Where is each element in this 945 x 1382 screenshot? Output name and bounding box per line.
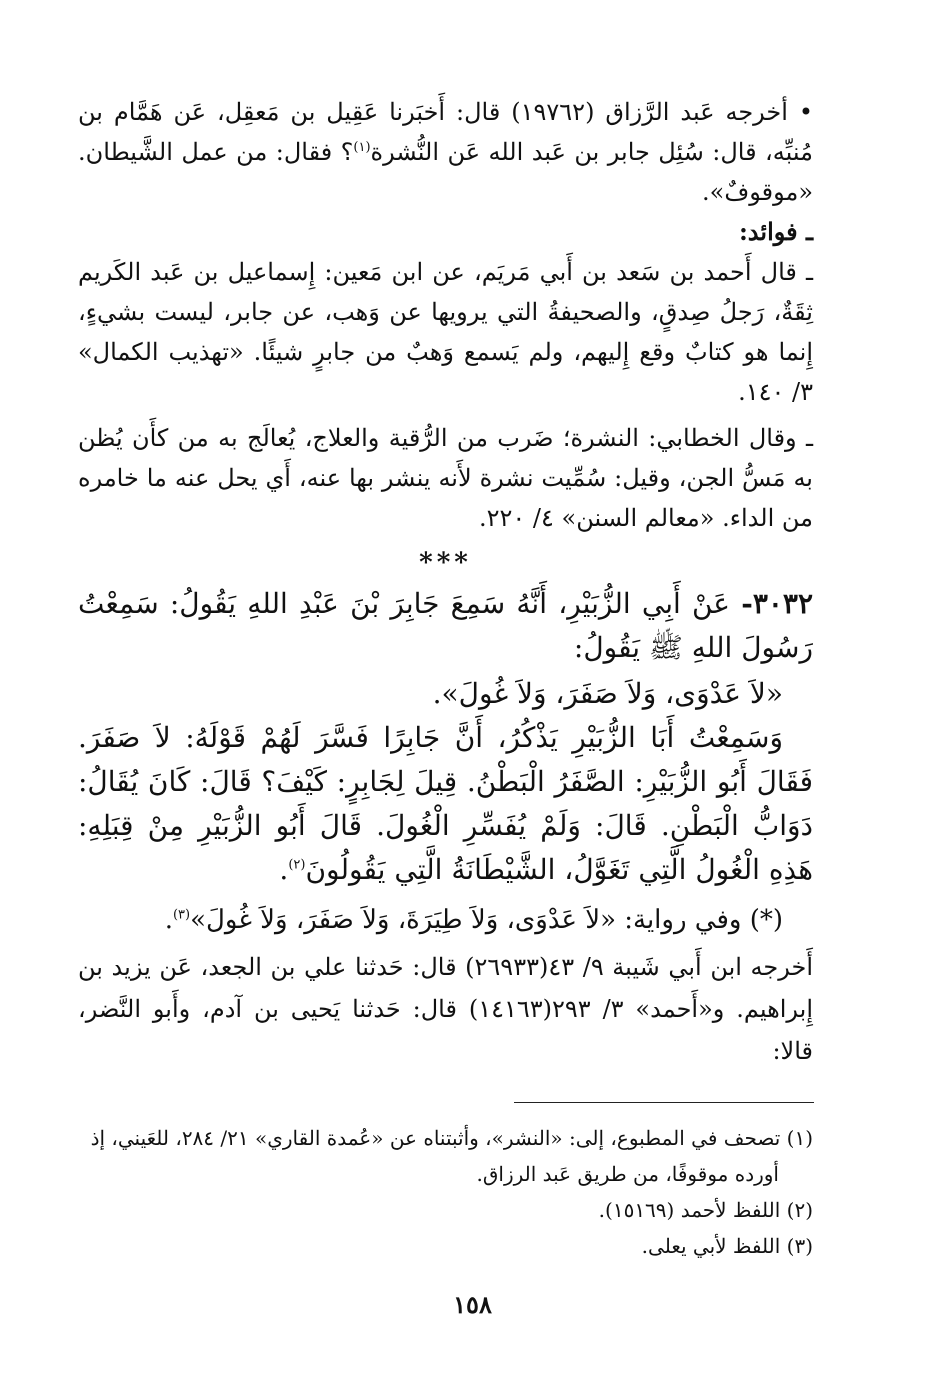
section-separator: ***	[419, 548, 472, 578]
hadith-explanation	[78, 716, 813, 892]
hadith-riwaya-end: .	[164, 905, 173, 935]
page-body	[78, 92, 813, 1072]
takhrij-abdurrazzaq-text: أخرجه عَبد الرَّزاق (١٩٧٦٢) قال: أَخبَرنا عَقِيل بن مَعقِل، عَن هَمَّام بن مُنبِّه، قال: سُئِل جابر بن عَبد الله عَن النُّشرة	[78, 98, 813, 166]
takhrij-paragraph: أَخرجه ابن أَبي شَيبة ٩/ ٤٣(٢٦٩٣٣) قال: حَدثنا علي بن الجعد، عَن يزيد بن إِبراهيم. و«أَحمد» ٣/ ٢٩٣(١٤١٦٣) قال: حَدثنا يَحيى بن آدم، وأَبو النَّضر، قالا:	[78, 953, 813, 1065]
fawaid-paragraph-1: ـ قال أَحمد بن سَعد بن أَبي مَريَم، عن ابن مَعين: إِسماعيل بن عَبد الكَريم ثِقَةٌ، رَجلُ صِدقٍ، والصحيفةُ التي يرويها عن وَهب، عن جابر، ليست بشيءٍ، إِنما هو كتابٌ وقع إِليهم، ولم يَسمع وَهبٌ من جابرٍ شيئًا. «تهذيب الكمال» ٣/ ١٤٠.	[78, 258, 813, 406]
bullet: •	[798, 98, 813, 126]
page-number: ١٥٨	[453, 1290, 492, 1319]
footnote-ref-3[interactable]: (٣)	[172, 907, 191, 923]
hadith-intro-text: عَنْ أَبِي الزُّبَيْرِ، أَنَّهُ سَمِعَ جَابِرَ بْنَ عَبْدِ اللهِ يَقُولُ: سَمِعْتُ رَسُولَ اللهِ ﷺ يَقُولُ:	[78, 587, 813, 664]
footnote-divider	[514, 1102, 814, 1103]
fawaid-heading: ـ فوائد:	[738, 217, 813, 246]
hadith-explanation-end: .	[279, 853, 289, 886]
footnote-1-continuation: أورده موقوفًا، من طريق عَبد الرزاق.	[476, 1162, 779, 1186]
footnote-2: (٢) اللفظ لأحمد (١٥١٦٩).	[598, 1198, 813, 1222]
footnote-ref-1[interactable]: (١)	[353, 140, 371, 155]
hadith-intro	[78, 582, 813, 670]
footnotes	[78, 1122, 813, 1266]
fawaid-paragraph-2: ـ وقال الخطابي: النشرة؛ ضَرب من الرُّقية والعلاج، يُعالَج به من كأَن يُظن به مَسُّ الجن، وقيل: سُمِّيت نشرة لأَنه ينشر بها عنه، أَي يحل عنه ما خامره من الداء. «معالم السنن» ٤/ ٢٢٠.	[78, 424, 813, 532]
hadith-number: ٣٠٣٢-	[741, 587, 813, 620]
hadith-riwaya	[78, 898, 813, 942]
takhrij-abdurrazzaq-end: ؟ فقال: من عمل الشَّيطان. «موقوفٌ».	[78, 138, 813, 206]
hadith-riwaya-text: (*) وفي رواية: «لاَ عَدْوَى، وَلاَ طِيَرَةَ، وَلاَ صَفَرَ، وَلاَ غُولَ»	[190, 905, 783, 935]
takhrij-abdurrazzaq	[78, 92, 813, 212]
footnote-1: (١) تصحف في المطبوع، إلى: «النشر»، وأثبتناه عن «عُمدة القاري» ٢١/ ٢٨٤، للعَيني، إذ	[90, 1126, 813, 1150]
footnote-ref-2[interactable]: (٢)	[288, 857, 306, 873]
hadith-quote: «لاَ عَدْوَى، وَلاَ صَفَرَ، وَلاَ غُولَ».	[432, 677, 783, 710]
hadith-explanation-text: وَسَمِعْتُ أَبَا الزُّبَيْرِ يَذْكُرُ، أَنَّ جَابِرًا فَسَّرَ لَهُمْ قَوْلَهُ: لاَ صَفَرَ. فَقَالَ أَبُو الزُّبَيْرِ: الصَّفَرُ الْبَطْنُ. قِيلَ لِجَابِرٍ: كَيْفَ؟ قَالَ: كَانَ يُقَالُ: دَوَابُّ الْبَطْنِ. قَالَ: وَلَمْ يُفَسِّرِ الْغُولَ. قَالَ أَبُو الزُّبَيْرِ مِنْ قِبَلِهِ: هَذِهِ الْغُولُ الَّتِي تَغَوَّلُ، الشَّيْطَانَةُ الَّتِي يَقُولُونَ	[78, 721, 813, 886]
footnote-3: (٣) اللفظ لأبي يعلى.	[641, 1234, 813, 1258]
